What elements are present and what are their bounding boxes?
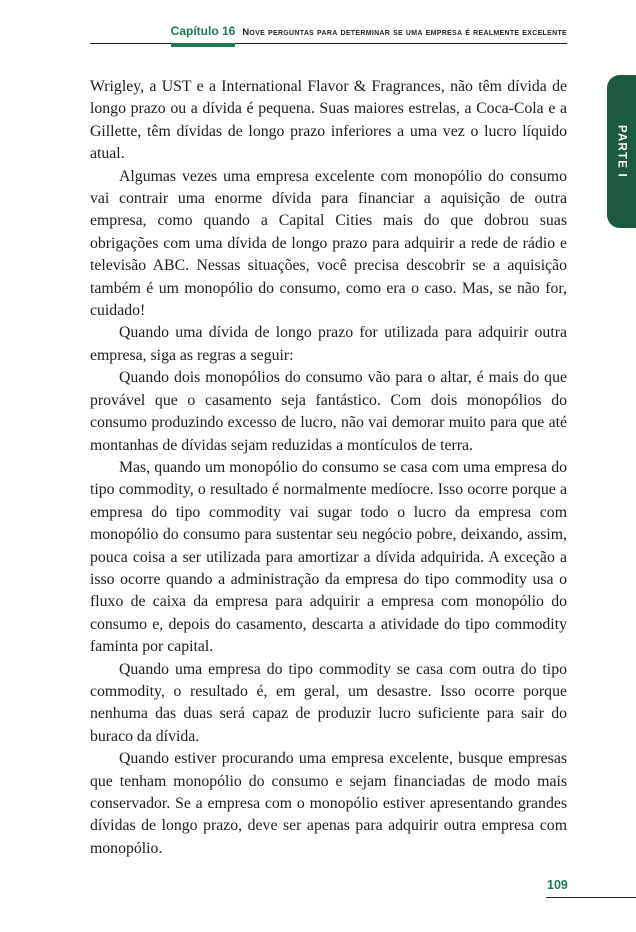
- page-footer: [546, 876, 636, 898]
- body-paragraph: Quando uma dívida de longo prazo for utilizada para adquirir outra empresa, siga as regras a seguir:: [90, 324, 567, 364]
- chapter-underline: [171, 43, 236, 47]
- body-paragraph: Quando dois monopólios do consumo vão para o altar, é mais do que provável que o casamento seja fantástico. Com dois monopólios do consumo produzindo excesso de lucro, não vai demorar muito para que até montanhas de dívidas sejam reduzidas a montículos de terra.: [90, 369, 567, 454]
- body-paragraph: Quando uma empresa do tipo commodity se casa com outra do tipo commodity, o resultado é, em geral, um desastre. Isso ocorre porque nenhuma das duas será capaz de produzir lucro suficiente para sair do buraco da dívida.: [90, 660, 567, 745]
- chapter-title: Nove perguntas para determinar se uma empresa é realmente excelente: [242, 26, 567, 37]
- chapter-label: [171, 24, 236, 38]
- body-text: [90, 76, 567, 860]
- chapter-label-text: Capítulo 16: [170, 24, 236, 38]
- page-number: 109: [547, 878, 568, 892]
- running-header: [90, 24, 567, 44]
- part-tab-label: PARTE I: [615, 125, 628, 178]
- part-tab: [607, 75, 636, 228]
- body-paragraph: Mas, quando um monopólio do consumo se casa com uma empresa do tipo commodity, o resultado é normalmente medíocre. Isso ocorre porque a empresa do tipo commodity vai sugar todo o lucro da empresa com monopólio do consumo para sustentar seu negócio pobre, deixando, assim, pouca coisa a ser utilizada para amortizar a dívida adquirida. A exceção a isso ocorre quando a administração da empresa do tipo commodity usa o fluxo de caixa da empresa para adquirir a empresa com monopólio do consumo e, depois do casamento, descarta a atividade do tipo commodity faminta por capital.: [90, 458, 567, 656]
- body-paragraph: Quando estiver procurando uma empresa excelente, busque empresas que tenham monopólio do consumo e sejam financiadas de modo mais conservador. Se a empresa com o monopólio estiver apresentando grandes dívidas de longo prazo, deve ser apenas para adquirir outra empresa com monopólio.: [90, 750, 567, 857]
- body-paragraph: Algumas vezes uma empresa excelente com monopólio do consumo vai contrair uma enorme dívida para financiar a aquisição de outra empresa, como quando a Capital Cities mais do que dobrou suas obrigações com uma dívida de longo prazo para adquirir a rede de rádio e televisão ABC. Nessas situações, você precisa descobrir se a aquisição também é um monopólio do consumo, como era o caso. Mas, se não for, cuidado!: [90, 167, 567, 320]
- body-paragraph: Wrigley, a UST e a International Flavor & Fragrances, não têm dívida de longo prazo ou a dívida é pequena. Suas maiores estrelas, a Coca-Cola e a Gillette, têm dívidas de longo prazo inferiores a uma vez o lucro líquido atual.: [90, 78, 567, 163]
